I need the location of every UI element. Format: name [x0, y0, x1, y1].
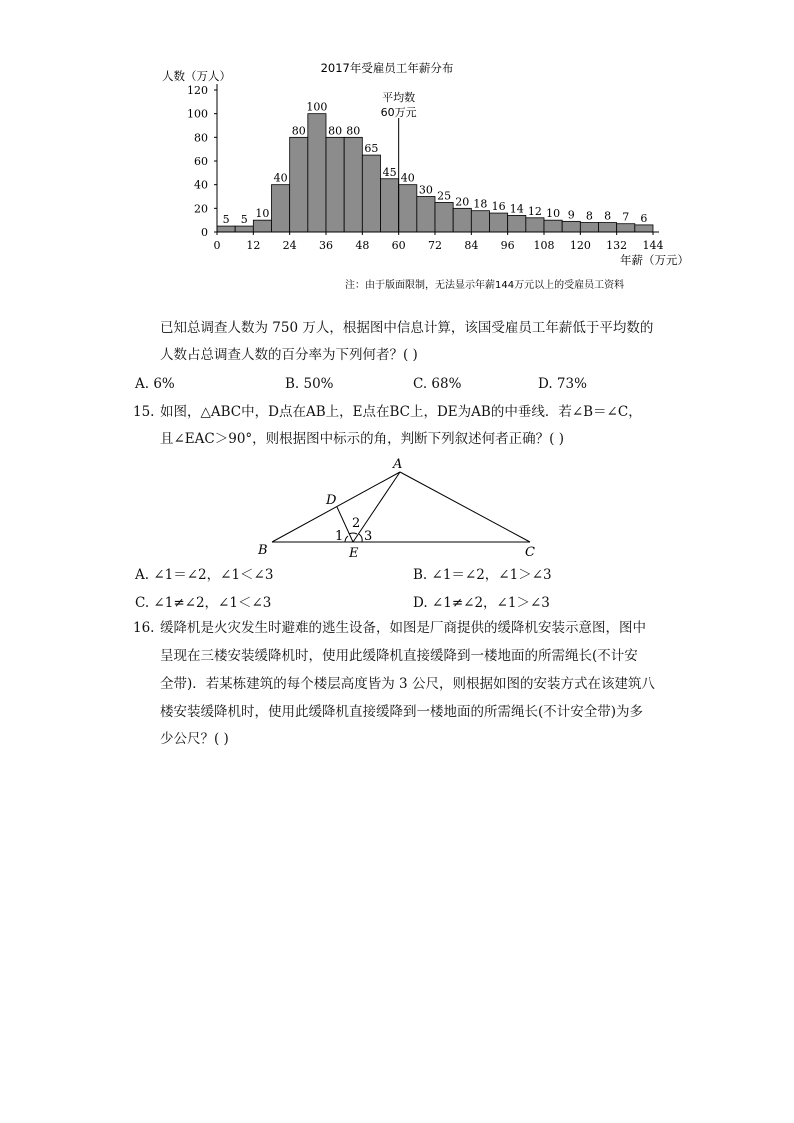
bar-value-label: 9 — [567, 208, 575, 222]
histogram-bar — [217, 226, 235, 232]
triangle-figure — [240, 450, 560, 565]
histogram-bar — [253, 220, 271, 232]
histogram-bar — [308, 114, 326, 232]
y-tick-label: 20 — [194, 202, 208, 216]
y-tick-label: 0 — [201, 226, 208, 239]
x-tick-label: 120 — [569, 239, 591, 252]
bar-value-label: 16 — [491, 200, 506, 214]
bar-value-label: 8 — [604, 209, 612, 223]
bar-value-label: 40 — [400, 171, 415, 185]
label-angle-1: 1 — [335, 529, 344, 544]
x-tick-label: 48 — [355, 239, 370, 252]
label-angle-2: 2 — [352, 516, 361, 531]
q15-option-d[interactable]: D. ∠1≠∠2，∠1＞∠3 — [413, 595, 550, 611]
bar-value-label: 8 — [585, 209, 593, 223]
x-tick-label: 84 — [464, 239, 479, 252]
angle-2-arc — [349, 533, 357, 534]
chart-note: 注：由于版面限制，无法显示年薪144万元以上的受雇员工资料 — [345, 280, 625, 291]
y-tick-label: 120 — [187, 84, 208, 97]
label-angle-3: 3 — [364, 529, 373, 544]
bar-value-label: 80 — [328, 124, 343, 138]
q14-option-a[interactable]: A. 6% — [135, 376, 175, 392]
histogram-bar — [635, 225, 653, 232]
q15-option-a[interactable]: A. ∠1＝∠2，∠1＜∠3 — [135, 567, 274, 583]
x-axis-label: 年薪（万元） — [620, 253, 689, 267]
histogram-bar — [362, 155, 380, 232]
histogram-bar — [544, 220, 562, 232]
bar-value-label: 10 — [546, 207, 561, 221]
q16-number: 16. — [133, 620, 155, 636]
histogram-bar — [526, 218, 544, 232]
chart-title: 2017年受雇员工年薪分布 — [320, 61, 454, 75]
q16-line-1: 缓降机是火灾发生时避难的逃生设备，如图是厂商提供的缓降机安装示意图，图中 — [160, 620, 646, 636]
bar-value-label: 18 — [473, 197, 488, 211]
label-c: C — [525, 545, 535, 560]
y-tick-label: 80 — [194, 131, 208, 145]
q14-option-c[interactable]: C. 68% — [413, 376, 462, 392]
histogram-bar — [344, 137, 362, 232]
x-tick-label: 36 — [319, 239, 333, 252]
y-tick-label: 100 — [187, 107, 208, 121]
x-tick-label: 72 — [428, 239, 442, 252]
x-tick-label: 108 — [533, 239, 555, 252]
histogram-bar — [453, 208, 471, 232]
bar-value-label: 30 — [418, 183, 433, 197]
x-tick-label: 144 — [642, 239, 664, 252]
q14-option-b[interactable]: B. 50% — [285, 376, 334, 392]
bar-value-label: 12 — [527, 204, 542, 218]
histogram-bar — [381, 179, 399, 232]
angle-1-arc — [345, 536, 348, 542]
y-axis-label: 人数（万人） — [162, 69, 231, 83]
plot-area — [187, 84, 664, 252]
q15-line-2: 且∠EAC＞90°，则根据图中标示的角，判断下列叙述何者正确？( ) — [160, 431, 564, 447]
bar-value-label: 5 — [240, 213, 248, 227]
histogram-bar — [417, 197, 435, 233]
q15-option-b[interactable]: B. ∠1＝∠2，∠1＞∠3 — [413, 567, 552, 583]
y-tick-label: 60 — [194, 155, 208, 168]
histogram-bar — [290, 137, 308, 232]
histogram-bar — [617, 224, 635, 232]
label-e: E — [349, 546, 359, 561]
q16-line-4: 楼安装缓降机时，使用此缓降机直接缓降到一楼地面的所需绳长(不计安全带)为多 — [160, 704, 644, 720]
q15-number: 15. — [133, 404, 155, 420]
bar-value-label: 6 — [640, 211, 648, 225]
histogram-bar — [562, 221, 580, 232]
histogram-bar — [399, 185, 417, 232]
histogram-bar — [580, 223, 598, 232]
bar-value-label: 80 — [291, 124, 306, 138]
histogram-bar — [508, 215, 526, 232]
side-ac — [400, 472, 530, 542]
histogram-bar — [471, 211, 489, 232]
bar-value-label: 7 — [622, 210, 630, 224]
x-tick-label: 24 — [282, 239, 297, 252]
histogram-bar — [272, 185, 290, 232]
label-d: D — [326, 493, 337, 508]
bar-value-label: 20 — [455, 195, 470, 209]
histogram-bar — [435, 202, 453, 232]
q15-option-c[interactable]: C. ∠1≠∠2，∠1＜∠3 — [135, 595, 272, 611]
mean-label-line1: 平均数 — [382, 91, 416, 104]
angle-3-arc — [359, 534, 362, 542]
bar-value-label: 10 — [255, 207, 270, 221]
histogram-bar — [326, 137, 344, 232]
bar-value-label: 25 — [437, 189, 452, 203]
bar-value-label: 45 — [382, 165, 397, 179]
x-tick-label: 60 — [391, 239, 406, 252]
histogram-bar — [599, 223, 617, 232]
q14-line-1: 已知总调查人数为 750 万人，根据图中信息计算，该国受雇员工年薪低于平均数的 — [160, 320, 654, 336]
bar-value-label: 100 — [306, 100, 328, 114]
bar-value-label: 65 — [364, 142, 379, 156]
segment-ae — [353, 472, 400, 542]
mean-label-line2: 60万元 — [380, 106, 417, 119]
q15-line-1: 如图，△ABC中，D点在AB上，E点在BC上，DE为AB的中垂线．若∠B＝∠C， — [160, 404, 642, 420]
q16-line-3: 全带)．若某栋建筑的每个楼层高度皆为 3 公尺，则根据如图的安装方式在该建筑八 — [160, 676, 655, 692]
bar-value-label: 5 — [222, 213, 230, 227]
x-tick-label: 132 — [606, 239, 628, 252]
x-tick-label: 0 — [213, 239, 221, 252]
bar-value-label: 80 — [346, 124, 361, 138]
label-b: B — [258, 543, 268, 558]
bar-value-label: 14 — [509, 202, 524, 216]
x-tick-label: 96 — [500, 239, 515, 252]
label-a: A — [393, 457, 403, 472]
x-tick-label: 12 — [246, 239, 261, 252]
bar-value-label: 40 — [273, 171, 288, 185]
histogram-bar — [235, 226, 253, 232]
salary-histogram — [150, 52, 710, 297]
q16-line-2: 呈现在三楼安装缓降机时，使用此缓降机直接缓降到一楼地面的所需绳长(不计安 — [160, 648, 638, 664]
q16-line-5: 少公尺？( ) — [160, 731, 229, 747]
q14-option-d[interactable]: D. 73% — [538, 376, 587, 392]
histogram-bar — [490, 213, 508, 232]
q14-line-2: 人数占总调查人数的百分率为下列何者？( ) — [160, 347, 418, 363]
y-tick-label: 40 — [194, 178, 208, 192]
